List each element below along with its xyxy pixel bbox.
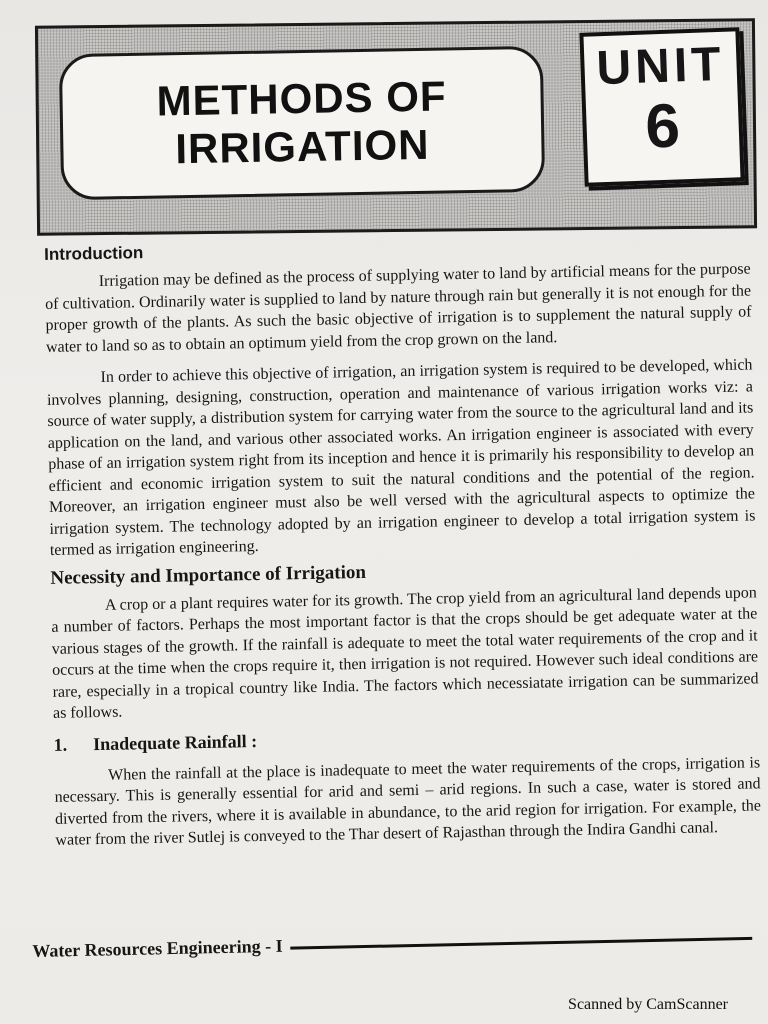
necessity-paragraph: A crop or a plant requires water for its growth. The crop yield from an agricultural land depends upon a number of factors. Perhaps the most important factor is that the crops should be get adequate water at the various stages of the growth. If the rainfall is adequate to meet the total water requirements of the crop and it occurs at the time when the crops require it, then irrigation is not required. However such ideal conditions are rare, especially in a tropical country like India. The factors which necessiatate irrigation can be summarized as follows. [51,583,759,722]
introduction-heading: Introduction [44,243,144,264]
page-footer [32,921,752,966]
unit-number: 6 [644,91,682,162]
unit-label: UNIT [595,37,726,96]
footer-rule [291,936,753,949]
introduction-paragraph-2: In order to achieve this objective of irrigation, an irrigation system is required to be developed, which involves planning, designing, construction, operation and maintenance of various irrigation works viz: a source of water supply, a distribution system for carrying water from the source to the agricultural land and its application on the land, and various other associated works. An irrigation engineer is associated with every phase of an irrigation system right from its inception and hence it is primarily his responsibility to develop an efficient and economic irrigation system to suit the natural conditions and the potential of the region. Moreover, an irrigation engineer must also be well versed with the agricultural aspects to optimize the irrigation system. The technology adopted by an irrigation engineer to develop a total irrigation system is termed as irrigation engineering. [46,356,756,559]
chapter-title-line-1: METHODS OF [156,72,447,125]
page-content [44,230,762,851]
rainfall-number: 1. [53,734,68,755]
necessity-heading: Necessity and Importance of Irrigation [50,561,367,589]
footer-book-title: Water Resources Engineering - I [32,935,283,961]
scanner-watermark: Scanned by CamScanner [568,996,728,1013]
unit-badge [579,27,744,186]
chapter-title-line-2: IRRIGATION [174,120,430,173]
rainfall-title: Inadequate Rainfall : [92,730,258,754]
chapter-title-box [59,46,545,200]
rainfall-paragraph: When the rainfall at the place is inadequate to meet the water requirements of the crops, irrigation is necessary. This is generally essential for arid and semi – arid regions. In such a case, water is stored and diverted from the rivers, where it is available in abundance, to the arid region for irrigation. For example, the water from the river Sutlej is conveyed to the Thar desert of Rajasthan through the Indira Gandhi canal. [54,753,762,849]
rainfall-heading [53,721,759,756]
introduction-paragraph-1: Irrigation may be defined as the process of supplying water to land by artificial means for the purpose of cultivation. Ordinarily water is supplied to land by nature through rain but generally it is not enough for the proper growth of the plants. As such the basic objective of irrigation is to supplement the natural supply of water to land so as to obtain an optimum yield from the crop grown on the land. [44,260,752,356]
